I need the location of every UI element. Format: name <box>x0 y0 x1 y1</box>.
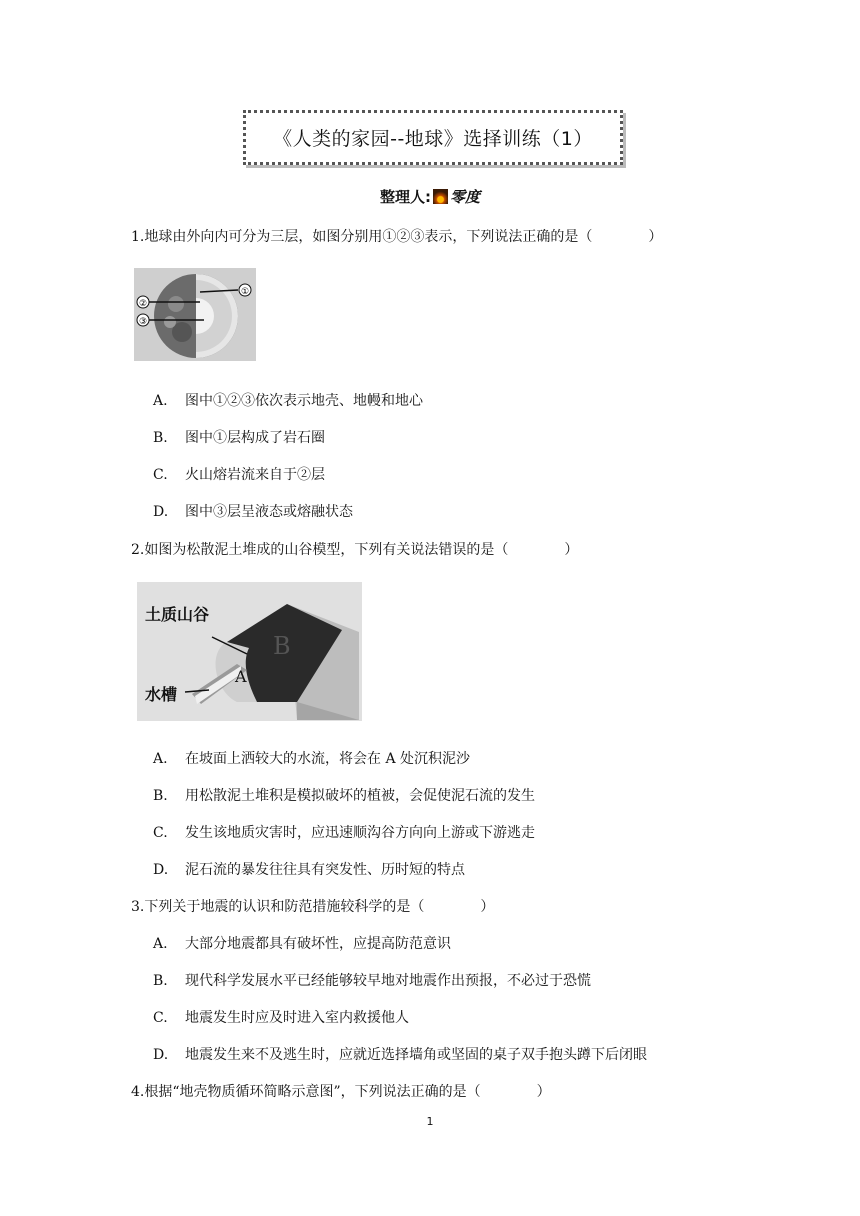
fig2-label-b: B <box>273 632 291 660</box>
q2-option-c: C. 发生该地质灾害时，应迅速顺沟谷方向向上游或下游逃走 <box>153 825 535 841</box>
compiler-label: 整理人: <box>379 188 431 206</box>
earth-layers-figure <box>134 268 256 361</box>
q1-option-c: C. 火山熔岩流来自于②层 <box>153 467 325 483</box>
fig1-label-2: ② <box>138 299 148 309</box>
q2-option-a: A. 在坡面上洒较大的水流，将会在 A 处沉积泥沙 <box>153 751 471 767</box>
q3-option-c: C. 地震发生时应及时进入室内救援他人 <box>153 1010 409 1026</box>
q2-option-d: D. 泥石流的暴发往往具有突发性、历时短的特点 <box>153 862 465 878</box>
fig2-label-valley: 土质山谷 <box>145 605 210 624</box>
q3-option-a: A. 大部分地震都具有破坏性，应提高防范意识 <box>153 936 451 952</box>
valley-model-diagram <box>137 582 362 721</box>
q1-option-d: D. 图中③层呈液态或熔融状态 <box>153 504 353 520</box>
compiler-name: 零度 <box>449 188 480 206</box>
question-4-stem: 4.根据“地壳物质循环简略示意图”，下列说法正确的是（ ） <box>131 1084 551 1100</box>
question-1-stem: 1.地球由外向内可分为三层，如图分别用①②③表示，下列说法正确的是（ ） <box>131 229 663 245</box>
fig1-label-1: ① <box>240 287 250 297</box>
question-2-stem: 2.如图为松散泥土堆成的山谷模型，下列有关说法错误的是（ ） <box>131 542 579 558</box>
fig1-label-3: ③ <box>138 317 148 327</box>
avatar-icon <box>433 189 448 204</box>
compiler-line <box>0 186 860 207</box>
title-box <box>243 110 623 165</box>
fig2-label-a: A <box>235 667 247 686</box>
earth-layers-diagram <box>134 268 256 361</box>
q1-option-b: B. 图中①层构成了岩石圈 <box>153 430 325 446</box>
q3-option-d: D. 地震发生来不及逃生时，应就近选择墙角或坚固的桌子双手抱头蹲下后闭眼 <box>153 1047 647 1063</box>
fig2-label-trough: 水槽 <box>145 685 178 704</box>
page-number: 1 <box>426 1115 434 1128</box>
q1-option-a: A. 图中①②③依次表示地壳、地幔和地心 <box>153 393 423 409</box>
q3-option-b: B. 现代科学发展水平已经能够较早地对地震作出预报，不必过于恐慌 <box>153 973 591 989</box>
q2-option-b: B. 用松散泥土堆积是模拟破坏的植被，会促使泥石流的发生 <box>153 788 535 804</box>
question-3-stem: 3.下列关于地震的认识和防范措施较科学的是（ ） <box>131 899 495 915</box>
page-title: 《人类的家园--地球》选择训练（1） <box>273 128 593 150</box>
valley-model-figure <box>137 582 362 721</box>
